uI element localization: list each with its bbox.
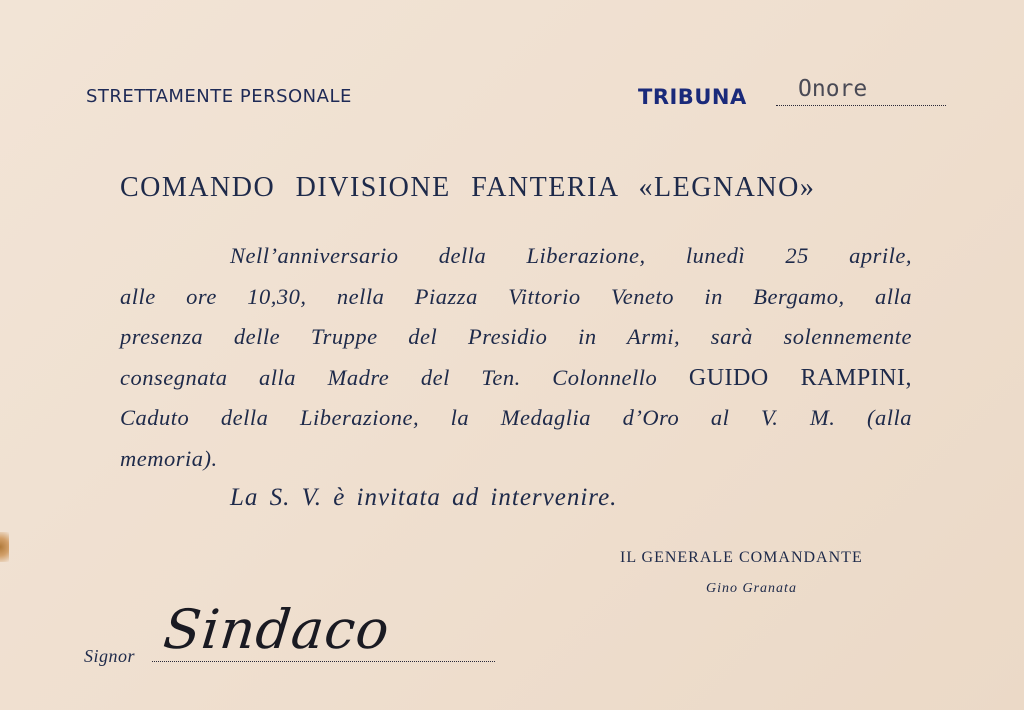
invitation-line: La S. V. è invitata ad intervenire. [230,484,618,511]
tribuna-dotted-line [776,105,946,106]
tribuna-value: Onore [798,76,868,102]
general-title: IL GENERALE COMANDANTE [620,549,863,566]
honoree-name: GUIDO RAMPINI, [688,364,912,391]
recipient-handwritten-value: Sindaco [160,598,393,661]
body-line-3: presenza delle Truppe del Presidio in Armi, sarà solennemente [120,324,912,349]
general-name: Gino Granata [706,581,797,596]
confidential-label: STRETTAMENTE PERSONALE [86,86,352,107]
recipient-label: Signor [84,646,136,666]
body-line-1: Nell’anniversario della Liberazione, lunedì 25 aprile, [230,243,912,268]
body-line-6: memoria). [120,445,218,471]
document-heading: COMANDO DIVISIONE FANTERIA «LEGNANO» [120,172,816,203]
body-line-5: Caduto della Liberazione, la Medaglia d’Oro al V. M. (alla [120,405,912,430]
body-line-4 [120,358,912,399]
tribuna-label: TRIBUNA [638,85,747,109]
paper-stain [0,532,9,562]
recipient-dotted-line [152,661,495,662]
body-line-4-prefix: consegnata alla Madre del Ten. Colonnello [120,364,658,390]
tribuna-field [638,76,948,110]
body-line-2: alle ore 10,30, nella Piazza Vittorio Veneto in Bergamo, alla [120,283,912,309]
invitation-body [120,236,912,479]
